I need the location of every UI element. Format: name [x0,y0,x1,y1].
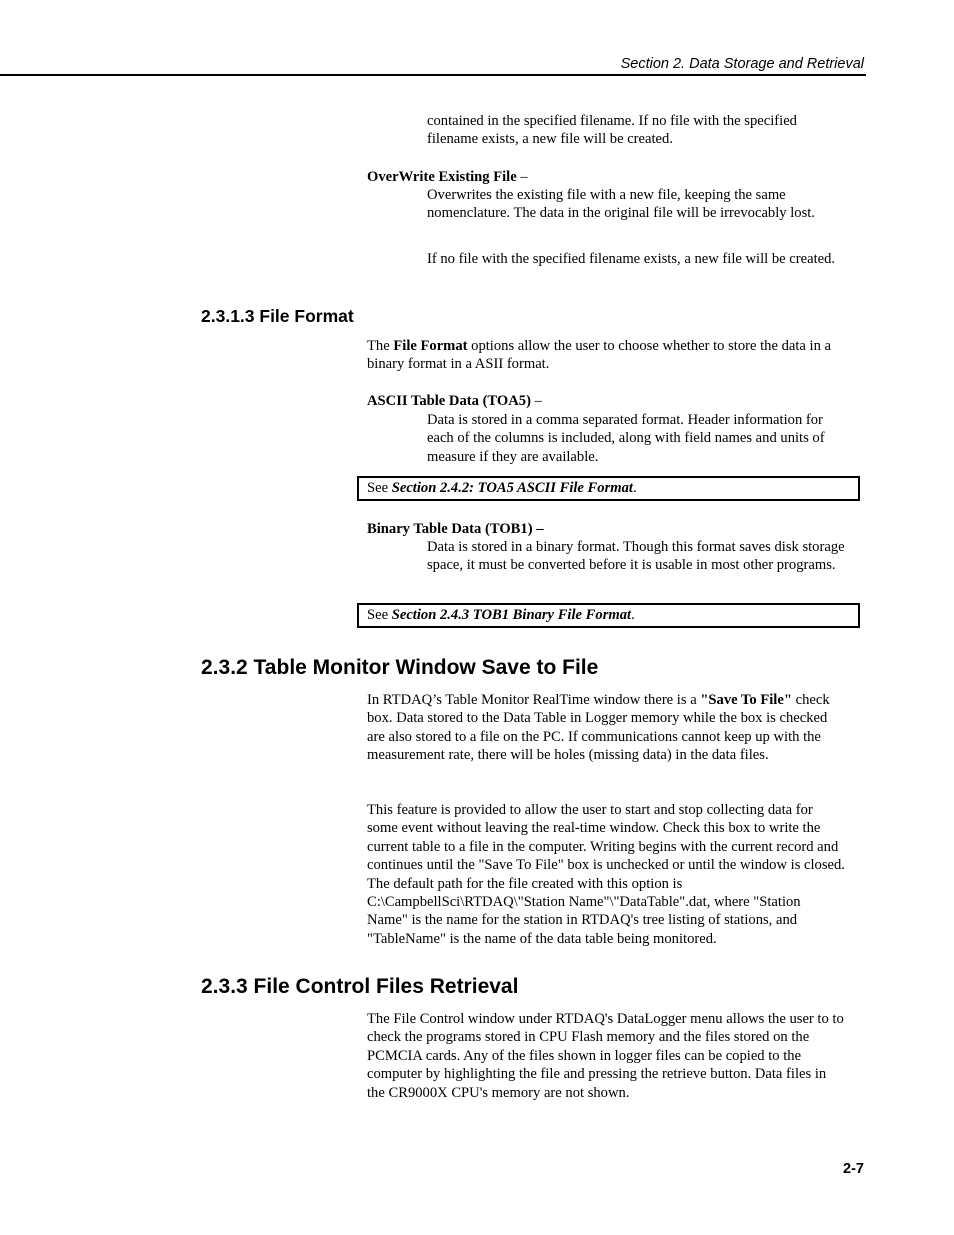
file-format-intro-b: options allow the user to choose whether to store the data in a binary format in a ASII format. [367,338,832,373]
table-monitor-p1-a: In RTDAQ’s Table Monitor RealTime window there is a [367,692,701,708]
binary-section-reference: Section 2.4.3 TOB1 Binary File Format [391,607,632,623]
binary-term: Binary Table Data (TOB1) – [367,521,544,537]
overwrite-term-label: OverWrite Existing File [367,169,517,185]
ascii-term [367,392,542,410]
file-control-paragraph: The File Control window under RTDAQ's DataLogger menu allows the user to to check the programs stored in CPU Flash memory and the files stored on the PCMCIA cards. Any of the files shown in logger files can be copied to the computer by highlighting the file and pressing the retrieve button. Data files in the CR9000X CPU's memory are not shown. [367,1011,844,1101]
overwrite-term-dash: – [516,169,528,185]
page-number: 2-7 [843,1161,864,1177]
file-format-heading: 2.3.1.3 File Format [201,306,354,326]
ascii-see-label: See [367,480,392,496]
continued-paragraph: contained in the specified filename. If no file with the specified filename exists, a new file will be created. [427,113,797,148]
file-format-intro-bold: File Format [393,338,468,354]
ascii-term-label: ASCII Table Data (TOA5) [367,393,531,409]
overwrite-note: If no file with the specified filename exists, a new file will be created. [427,251,836,267]
table-monitor-p1-b: check box. Data stored to the Data Table in Logger memory while the box is checked are also stored to a file on the PC. If communications cannot keep up with the measurement rate, there will be holes (missing data) in the data files. [367,692,830,764]
header-rule [0,74,866,76]
binary-see-end: . [631,607,635,623]
table-monitor-heading: 2.3.2 Table Monitor Window Save to File [201,656,599,679]
overwrite-term [367,168,528,186]
ascii-see-also-box [357,476,860,501]
ascii-section-reference: Section 2.4.2: TOA5 ASCII File Format [391,480,633,496]
binary-description: Data is stored in a binary format. Though this format saves disk storage space, it must be converted before it is usable in most other programs. [427,539,845,574]
file-control-heading: 2.3.3 File Control Files Retrieval [201,975,519,998]
running-header: Section 2. Data Storage and Retrieval [620,56,864,72]
table-monitor-p1-bold: "Save To File" [700,692,792,708]
binary-see-label: See [367,607,392,623]
table-monitor-paragraph-2: This feature is provided to allow the user to start and stop collecting data for some event without leaving the real-time window. Check this box to write the current table to a file in the computer. Writing begins with the current record and continues until the "Save To File" box is unchecked or until the window is closed. The default path for the file created with this option is C:\CampbellSci\RTDAQ\"Station Name"\"DataTable".dat, where "Station Name" is the name for the station in RTDAQ's tree listing of stations, and "TableName" is the name of the data table being monitored. [367,802,845,947]
ascii-see-end: . [632,480,637,496]
ascii-term-dash: – [530,393,542,409]
file-format-intro [367,337,845,374]
table-monitor-paragraph-1 [367,691,845,765]
file-format-intro-a: The [367,338,394,354]
overwrite-description: Overwrites the existing file with a new file, keeping the same nomenclature. The data in the original file will be irrevocably lost. [427,187,815,222]
ascii-description: Data is stored in a comma separated format. Header information for each of the columns is included, along with field names and units of measure if they are available. [427,412,825,465]
binary-see-also-box [357,603,860,628]
